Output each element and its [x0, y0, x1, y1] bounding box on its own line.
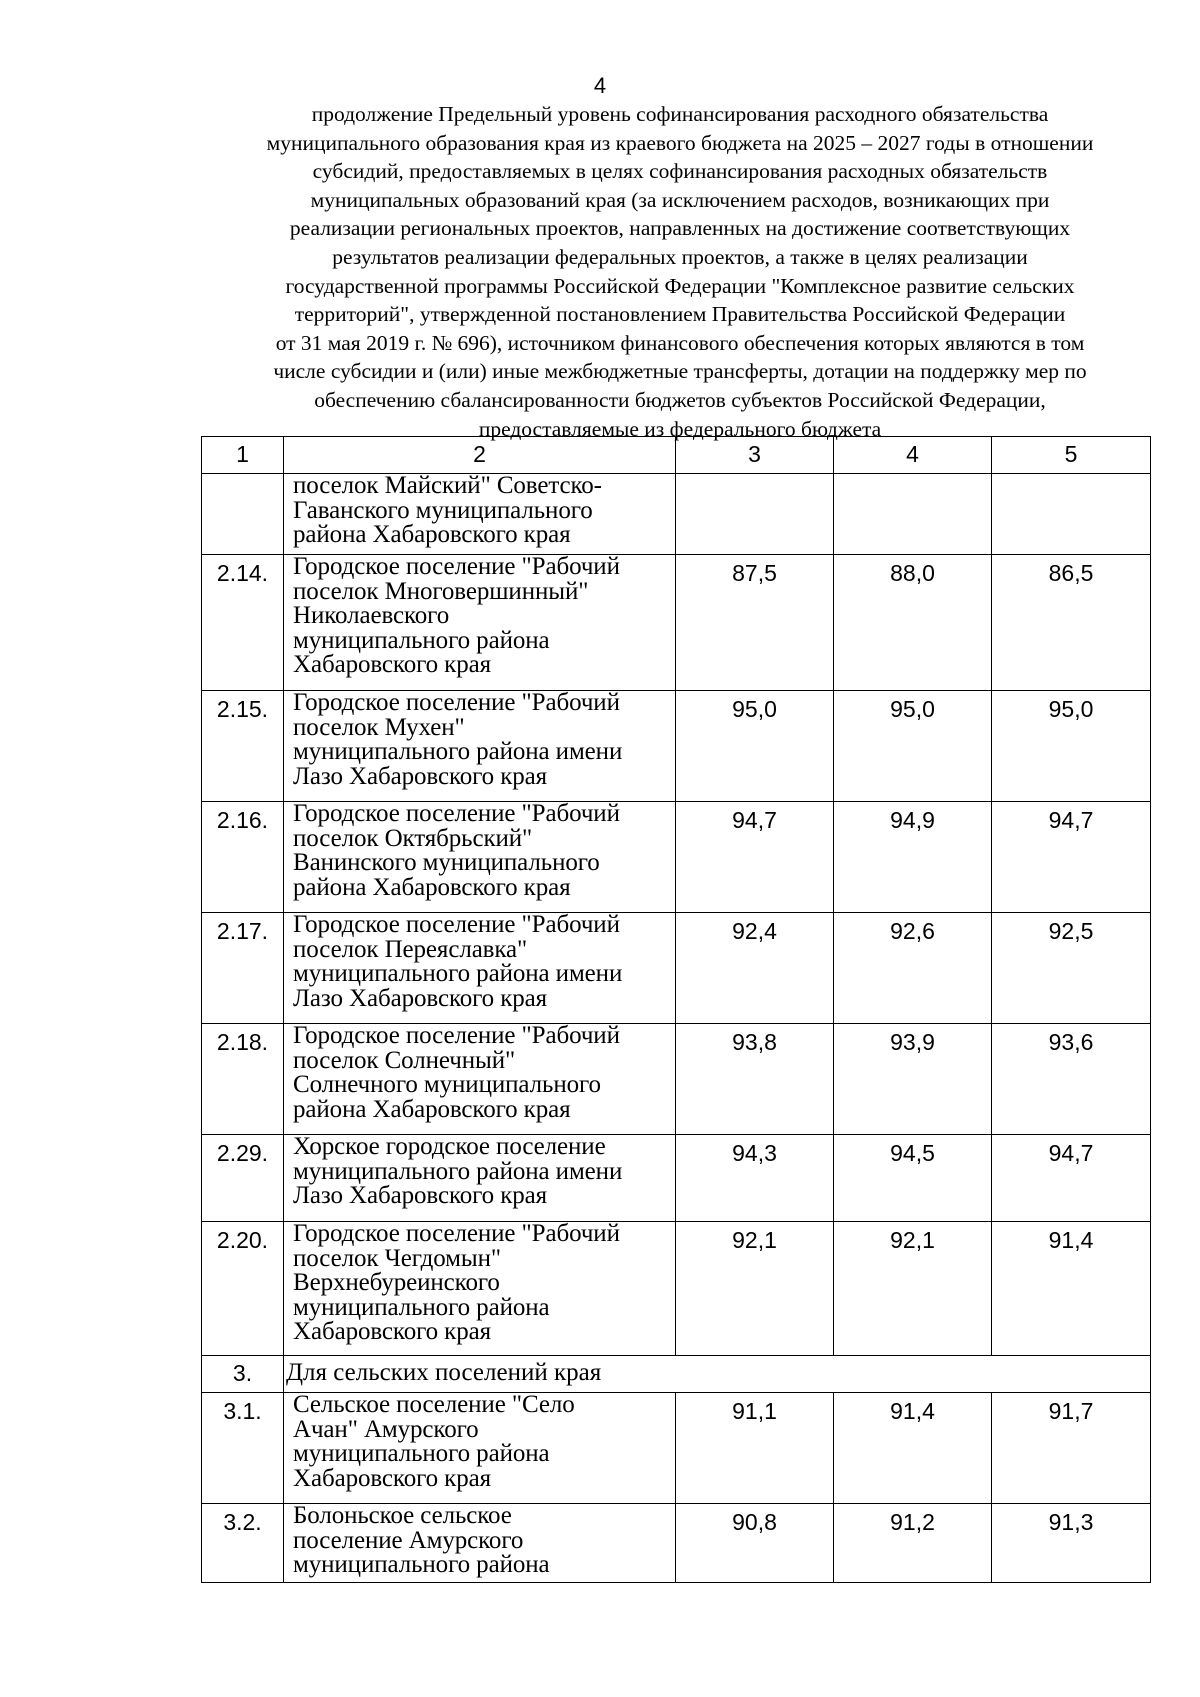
value-2025: 95,0: [676, 691, 834, 802]
table-row: [202, 802, 1151, 913]
value-2027: 91,7: [992, 1393, 1151, 1504]
value-2027: 91,3: [992, 1504, 1151, 1583]
row-number: 2.29.: [202, 1135, 284, 1222]
value-2026: 91,4: [834, 1393, 992, 1504]
value-2025: 92,1: [676, 1222, 834, 1356]
value-2027: 91,4: [992, 1222, 1151, 1356]
settlement-name: Болоньское сельское поселение Амурского муниципального района: [284, 1504, 676, 1583]
value-2027: 94,7: [992, 1135, 1151, 1222]
settlement-name: Городское поселение "Рабочий поселок Октябрьский" Ванинского муниципального района Хабаровского края: [284, 802, 676, 913]
row-number: 3.2.: [202, 1504, 284, 1583]
value-2027: 86,5: [992, 555, 1151, 691]
row-number: 2.18.: [202, 1024, 284, 1135]
value-2027: 95,0: [992, 691, 1151, 802]
settlement-name: Городское поселение "Рабочий поселок Переяславка" муниципального района имени Лазо Хабаровского края: [284, 913, 676, 1024]
row-number: 3.1.: [202, 1393, 284, 1504]
table-row-continuation: [202, 474, 1151, 555]
table-row: [202, 691, 1151, 802]
settlement-name: Сельское поселение "Село Ачан" Амурского муниципального района Хабаровского края: [284, 1393, 676, 1504]
row-number: 2.17.: [202, 913, 284, 1024]
row-number: 2.14.: [202, 555, 284, 691]
value-2026: 91,2: [834, 1504, 992, 1583]
header-col-2: 2: [284, 437, 676, 474]
value-2026: 94,5: [834, 1135, 992, 1222]
settlement-name: поселок Майский" Советско- Гаванского муниципального района Хабаровского края: [284, 474, 676, 555]
table-row: [202, 1504, 1151, 1583]
table-row: [202, 1135, 1151, 1222]
row-number: 2.15.: [202, 691, 284, 802]
table-row: [202, 1222, 1151, 1356]
value-2027: 93,6: [992, 1024, 1151, 1135]
table-row: [202, 1393, 1151, 1504]
header-col-4: 4: [834, 437, 992, 474]
table-row: [202, 1024, 1151, 1135]
value-2025: 87,5: [676, 555, 834, 691]
value-2026: 92,6: [834, 913, 992, 1024]
settlement-name: Городское поселение "Рабочий поселок Солнечный" Солнечного муниципального района Хабаровского края: [284, 1024, 676, 1135]
row-number: 2.20.: [202, 1222, 284, 1356]
value-2026: 95,0: [834, 691, 992, 802]
value-2026: 94,9: [834, 802, 992, 913]
settlement-name: Городское поселение "Рабочий поселок Чегдомын" Верхнебуреинского муниципального района Хабаровского края: [284, 1222, 676, 1356]
section-number: 3.: [202, 1356, 284, 1393]
row-number: [202, 474, 284, 555]
value-2026: 92,1: [834, 1222, 992, 1356]
section-row: [202, 1356, 1151, 1393]
table-row: [202, 913, 1151, 1024]
value-2025: 94,7: [676, 802, 834, 913]
table-row: [202, 555, 1151, 691]
row-number: 2.16.: [202, 802, 284, 913]
value-2026: 88,0: [834, 555, 992, 691]
value-2026: [834, 474, 992, 555]
value-2027: 94,7: [992, 802, 1151, 913]
header-col-5: 5: [992, 437, 1151, 474]
value-2025: 91,1: [676, 1393, 834, 1504]
table-heading: продолжение Предельный уровень софинансирования расходного обязательства муниципального образования края из краевого бюджета на 2025 – 2027 годы в отношении субсидий, предоставляемых в целях софинансирования расходных обязательств муниципальных образований края (за исключением расходов, возникающих при реализации региональных проектов, направленных на достижение соответствующих результатов реализации федеральных проектов, а также в целях реализации государственной программы Российской Федерации "Комплексное развитие сельских территорий", утвержденной постановлением Правительства Российской Федерации от 31 мая 2019 г. № 696), источником финансового обеспечения которых являются в том числе субсидии и (или) иные межбюджетные трансферты, дотации на поддержку мер по обеспечению сбалансированности бюджетов субъектов Российской Федерации, предоставляемые из федерального бюджета: [266, 102, 1094, 441]
section-title: Для сельских поселений края: [284, 1356, 1151, 1393]
value-2025: 92,4: [676, 913, 834, 1024]
header-col-3: 3: [676, 437, 834, 474]
header-col-1: 1: [202, 437, 284, 474]
cofinancing-table: [201, 436, 1151, 1583]
settlement-name: Городское поселение "Рабочий поселок Многовершинный" Николаевского муниципального района Хабаровского края: [284, 555, 676, 691]
value-2025: 94,3: [676, 1135, 834, 1222]
value-2026: 93,9: [834, 1024, 992, 1135]
settlement-name: Городское поселение "Рабочий поселок Мухен" муниципального района имени Лазо Хабаровского края: [284, 691, 676, 802]
value-2025: 93,8: [676, 1024, 834, 1135]
page-number: 4: [593, 73, 607, 98]
value-2027: [992, 474, 1151, 555]
table-header-row: [202, 437, 1151, 474]
value-2025: 90,8: [676, 1504, 834, 1583]
settlement-name: Хорское городское поселение муниципального района имени Лазо Хабаровского края: [284, 1135, 676, 1222]
value-2027: 92,5: [992, 913, 1151, 1024]
value-2025: [676, 474, 834, 555]
